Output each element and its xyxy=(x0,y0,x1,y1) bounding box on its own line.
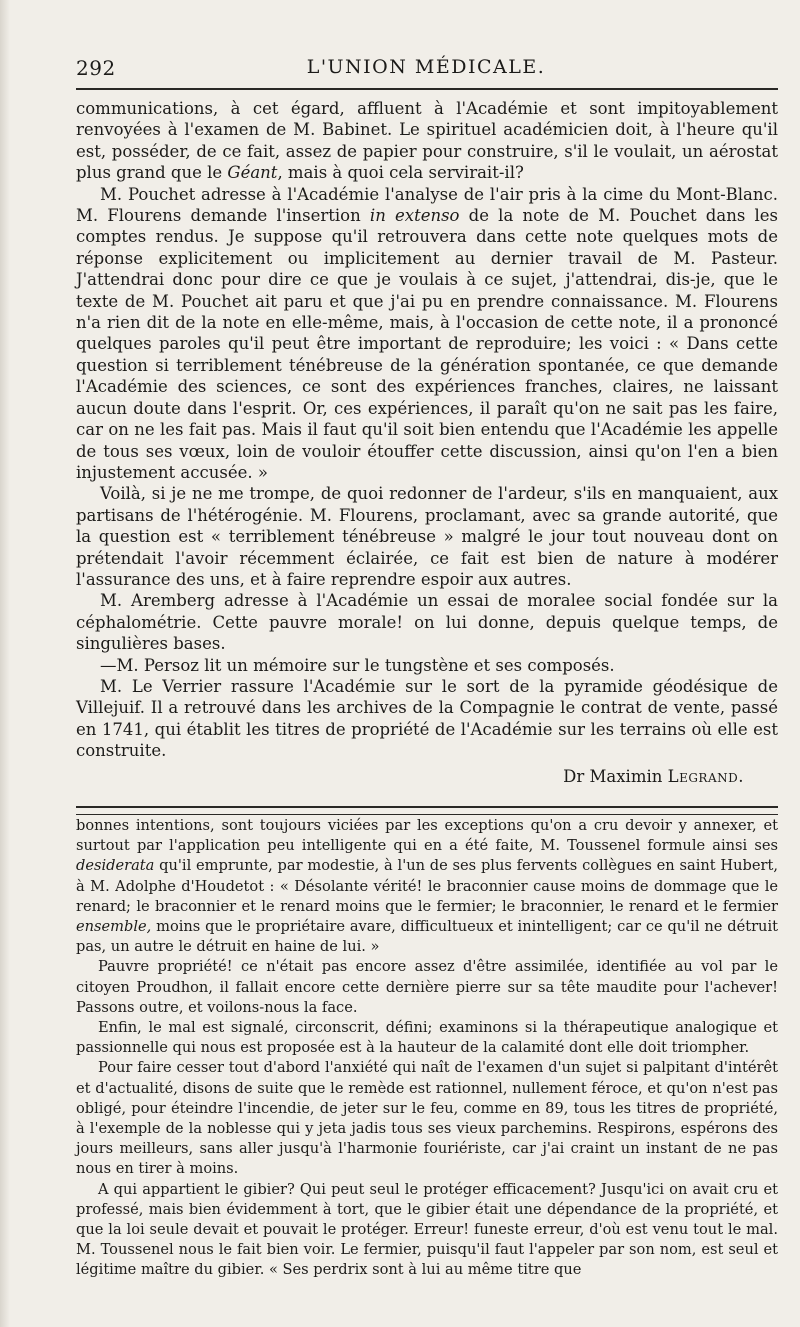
paragraph xyxy=(76,1058,778,1179)
text-run: M. Pouchet adresse à l'Académie l'analyse de l'air pris à la cime du Mont-Blanc. M. Flourens demande l'insertion xyxy=(76,184,778,226)
signature-surname: Legrand. xyxy=(667,766,744,786)
signature-prefix: Dr Maximin xyxy=(563,766,663,786)
main-article xyxy=(76,98,778,787)
text-run: Pour faire cesser tout d'abord l'anxiété qui naît de l'examen d'un sujet si palpitant d'intérêt et d'actualité, disons de suite que le remède est rationnel, nullement féroce, et qu'on n'est pas obligé, pour éteindre l'incendie, de jeter sur le feu, comme en 89, tous les titres de propriété, à l'exemple de la noblesse qui y jeta jadis tous ses vieux parchemins. Respirons, espérons des jours meilleurs, sans aller jusqu'à l'harmonie fouriériste, car j'ai craint un instant de ne pas nous en tirer à moins. xyxy=(76,1059,778,1178)
paragraph xyxy=(76,184,778,484)
text-run: bonnes intentions, sont toujours viciées par les exceptions qu'on a cru devoir y annexer, et surtout par l'application peu intelligente qui en a été faite, M. Toussenel formule ainsi ses xyxy=(76,817,778,855)
paragraph xyxy=(76,483,778,590)
journal-title: L'UNION MÉDICALE. xyxy=(306,56,546,78)
page-number: 292 xyxy=(76,56,116,80)
text-run: de la note de M. Pouchet dans les comptes rendus. Je suppose qu'il retrouvera dans cette note quelques mots de réponse explicitement ou implicitement au dernier travail de M. Pasteur. J'attendrai donc pour dire ce que je voulais à ce sujet, j'attendrai, dis-je, que le texte de M. Pouchet ait paru et que j'ai pu en prendre connaissance. M. Flourens n'a rien dit de la note en elle-même, mais, à l'occasion de cette note, il a prononcé quelques paroles qu'il peut être important de reproduire; les voici : « Dans cette question si terriblement ténébreuse de la génération spontanée, ce que demande l'Académie des sciences, ce sont des expériences franches, claires, ne laissant aucun doute dans l'esprit. Or, ces expériences, il paraît qu'on ne sait pas les faire, car on ne les fait pas. Mais il faut qu'il soit bien entendu que l'Académie les appelle de tous ses vœux, loin de vouloir étouffer cette discussion, ainsi qu'on l'en a bien injustement accusée. » xyxy=(76,206,778,482)
paragraph xyxy=(76,1018,778,1058)
italic-text: ensemble, xyxy=(76,918,152,936)
italic-text: Géant xyxy=(227,163,278,183)
text-run: Pauvre propriété! ce n'était pas encore assez d'être assimilée, identifiée au vol par le citoyen Proudhon, il fallait encore cette dernière pierre sur sa tête maudite pour l'achever! Passons outre, et voilons-nous la face. xyxy=(76,958,778,1016)
text-run: M. Aremberg adresse à l'Académie un essai de moralee social fondée sur la céphalométrie. Cette pauvre morale! on lui donne, depuis quelque temps, de singulières bases. xyxy=(76,591,778,654)
text-run: A qui appartient le gibier? Qui peut seul le protéger efficacement? Jusqu'ici on avait cru et professé, mais bien évidemment à tort, que le gibier était une dépendance de la propriété, et que la loi seule devait et pouvait le protéger. Erreur! funeste erreur, d'où est venu tout le mal. M. Toussenel nous le fait bien voir. Le fermier, puisqu'il faut l'appeler par son nom, est seul et légitime maître du gibier. « Ses perdrix sont à lui au même titre que xyxy=(76,1180,778,1279)
paragraph xyxy=(76,676,778,762)
feuilleton-separator-rule xyxy=(76,806,778,815)
text-run: M. Le Verrier rassure l'Académie sur le sort de la pyramide géodésique de Villejuif. Il a retrouvé dans les archives de la Compagnie le contrat de vente, passé en 1741, qui établit les titres de propriété de l'Académie sur les terrains où elle est construite. xyxy=(76,676,778,761)
running-head xyxy=(76,52,776,86)
text-run: moins que le propriétaire avare, difficultueux et inintelligent; car ce qu'il ne détruit pas, un autre le détruit en haine de lui. » xyxy=(76,918,778,956)
text-run: —M. Persoz lit un mémoire sur le tungstène et ses composés. xyxy=(100,655,615,675)
paragraph xyxy=(76,957,778,1018)
text-run: Enfin, le mal est signalé, circonscrit, défini; examinons si la thérapeutique analogique et passionnelle qui nous est proposée est à la hauteur de la calamité dont elle doit triompher. xyxy=(76,1019,778,1057)
feuilleton-column xyxy=(76,816,778,1281)
text-run: , mais à quoi cela servirait-il? xyxy=(277,163,524,183)
main-paragraphs xyxy=(76,98,778,762)
italic-text: desiderata xyxy=(76,857,155,875)
text-run: qu'il emprunte, par modestie, à l'un de ses plus fervents collègues en saint Hubert, à M. Adolphe d'Houdetot : « Désolante vérité! le braconnier cause moins de dommage que le renard; le braconnier et le renard moins que le fermier; le braconnier, le renard et le fermier xyxy=(76,857,778,915)
paragraph xyxy=(76,98,778,184)
paragraph xyxy=(76,655,778,676)
header-rule xyxy=(76,88,778,90)
paragraph xyxy=(76,590,778,654)
italic-text: in extenso xyxy=(369,206,460,226)
text-run: communications, à cet égard, affluent à l'Académie et sont impitoyablement renvoyées à l'examen de M. Babinet. Le spirituel académicien doit, à l'heure qu'il est, posséder, de ce fait, assez de papier pour construire, s'il le voulait, un aérostat plus grand que le xyxy=(76,99,778,183)
paragraph xyxy=(76,816,778,957)
page-edge-shadow xyxy=(0,0,10,1327)
paragraph xyxy=(76,1180,778,1281)
text-run: Voilà, si je ne me trompe, de quoi redonner de l'ardeur, s'ils en manquaient, aux partisans de l'hétérogénie. M. Flourens, proclamant, avec sa grande autorité, que la question est « terriblement ténébreuse » malgré le jour tout nouveau dont on prétendait l'avoir récemment éclairée, ce fait est bien de nature à modérer l'assurance des uns, et à faire reprendre espoir aux autres. xyxy=(76,484,778,589)
author-signature xyxy=(76,766,778,787)
feuilleton-paragraphs xyxy=(76,816,778,1281)
